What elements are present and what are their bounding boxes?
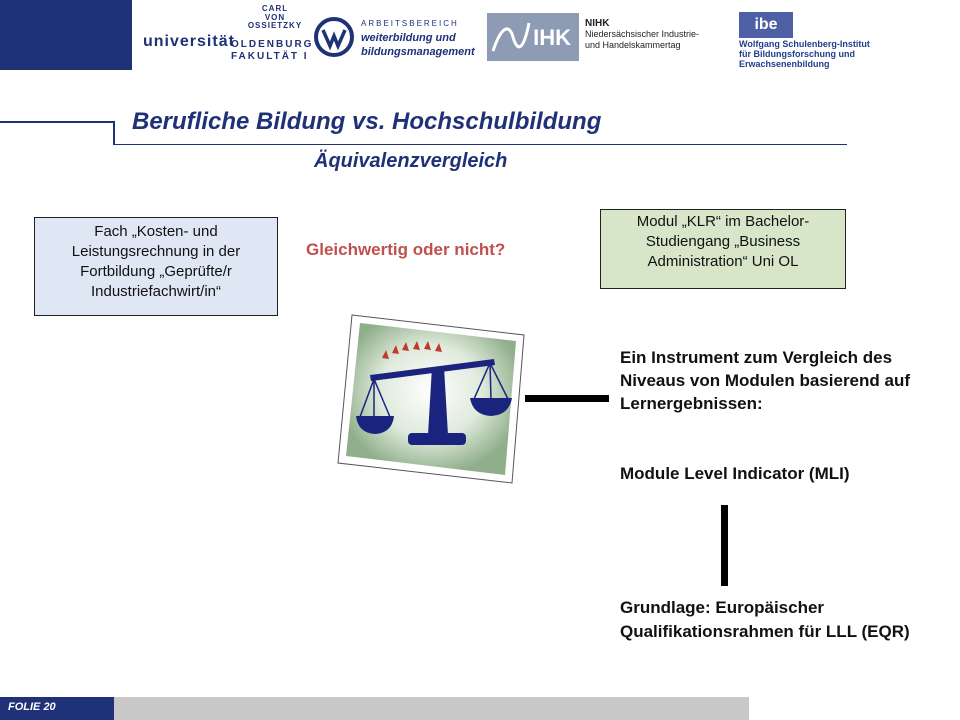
ihk-text	[585, 18, 725, 51]
slide-subtitle: Äquivalenzvergleich	[314, 150, 508, 172]
logo-faculty: FAKULTÄT I	[231, 51, 309, 62]
footer-gray-bar	[114, 697, 749, 720]
department-line1: ARBEITSBEREICH	[361, 19, 459, 28]
title-rule-left	[0, 121, 114, 123]
logo-universitaet: universität	[143, 33, 235, 50]
ibe-text	[739, 39, 939, 69]
department-line2: weiterbildung und	[361, 32, 456, 44]
logo-city: OLDENBURG	[231, 39, 314, 50]
ibe-line3: Erwachsenenbildung	[739, 59, 830, 69]
weiterbildung-logo	[313, 14, 483, 64]
balance-scale-image	[336, 313, 536, 488]
department-line3: bildungsmanagement	[361, 46, 475, 58]
eqr-foundation: Grundlage: Europäischer Qualifikationsrahmen für LLL (EQR)	[620, 598, 910, 641]
bachelor-module-box: Modul „KLR“ im Bachelor-Studiengang „Business Administration“ Uni OL	[600, 209, 846, 289]
mli-description: Ein Instrument zum Vergleich des Niveaus von Modulen basierend auf Lernergebnissen:	[620, 348, 911, 413]
university-oldenburg-logo	[143, 4, 314, 63]
vocational-subject-box: Fach „Kosten- und Leistungsrechnung in der Fortbildung „Geprüfte/r Industriefachwirt/in“	[34, 217, 278, 316]
ibe-line1: Wolfgang Schulenberg-Institut	[739, 39, 870, 49]
title-rule-bottom	[113, 144, 847, 145]
ihk-mark: IHK	[533, 25, 571, 50]
department-text	[361, 17, 475, 59]
slide-number: FOLIE 20	[8, 701, 56, 713]
ihk-abbr: NIHK	[585, 18, 610, 29]
equivalence-question: Gleichwertig oder nicht?	[306, 240, 506, 259]
ihk-line1: Niedersächsischer Industrie-	[585, 29, 700, 39]
logo-oldenburg	[231, 39, 313, 63]
header-corner-block	[0, 0, 132, 70]
connector-horizontal	[525, 395, 609, 402]
ihk-line2: und Handelskammertag	[585, 40, 681, 50]
logo-carl-von-ossietzky: CARL VON OSSIETZKY	[247, 4, 303, 30]
title-rule-vertical	[113, 121, 115, 145]
mli-name: Module Level Indicator (MLI)	[620, 464, 850, 483]
ibe-logo-icon: ibe	[739, 12, 793, 38]
balance-scale-icon	[336, 313, 536, 488]
weiterbildung-logo-icon	[313, 16, 355, 58]
ibe-line2: für Bildungsforschung und	[739, 49, 855, 59]
slide-title: Berufliche Bildung vs. Hochschulbildung	[132, 108, 602, 135]
connector-vertical	[721, 505, 728, 586]
ihk-logo	[487, 13, 579, 61]
ihk-logo-icon	[491, 17, 531, 57]
